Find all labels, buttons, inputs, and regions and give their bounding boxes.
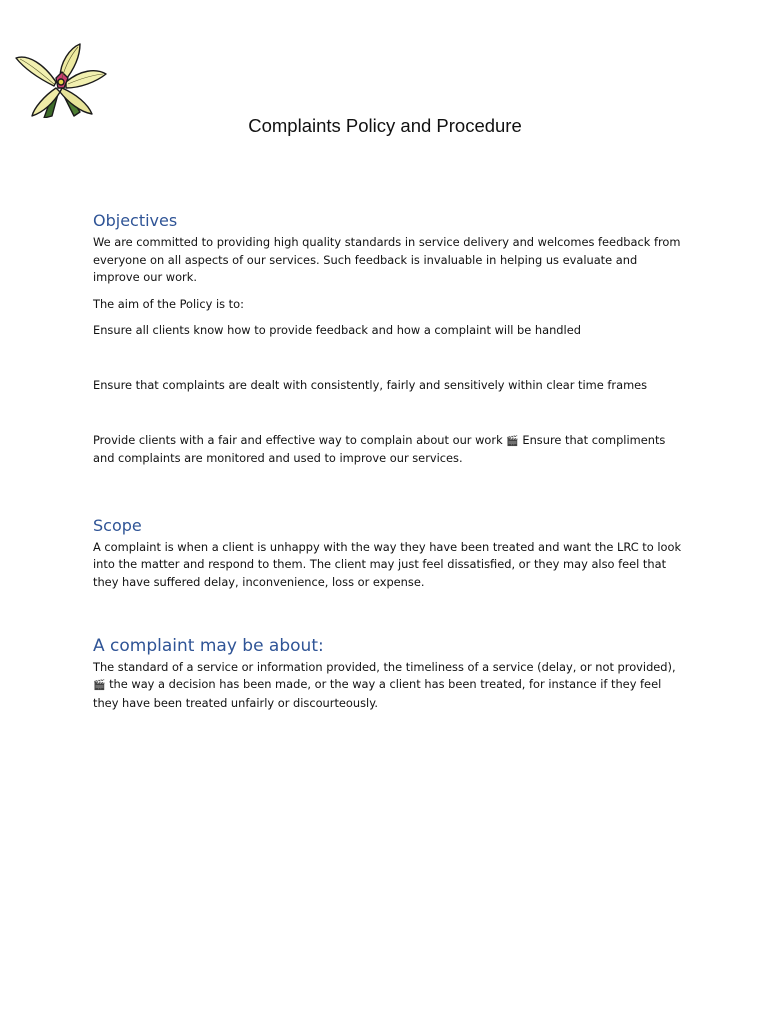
objectives-intro: We are committed to providing high quality standards in service delivery and welcomes feedback from everyone on all aspects of our services. Such feedback is invaluable in helping us evaluate and improve our work. [93, 235, 681, 285]
lily-flower-icon [14, 42, 108, 118]
objective-point-consistency: Ensure that complaints are dealt with consistently, fairly and sensitively within clear time frames [93, 377, 648, 392]
document-body [93, 208, 683, 712]
policy-aim: The aim of the Policy is to: [93, 296, 244, 311]
point3-text-b: Ensure that compliments and complaints are monitored and used to improve our services. [93, 432, 666, 466]
objective-point-feedback: Ensure all clients know how to provide feedback and how a complaint will be handled [93, 323, 581, 338]
clapperboard-icon: 🎬 [93, 680, 106, 692]
section-heading-complaint-about: A complaint may be about: [93, 635, 324, 656]
scope-text: A complaint is when a client is unhappy with the way they have been treated and want the LRC to look into the matter and respond to them. The client may just feel dissatisfied, or they may also feel that they have suffered delay, inconvenience, loss or expense. [93, 539, 682, 589]
about-text-a: The standard of a service or information provided, the timeliness of a service (delay, or not provided), [93, 659, 676, 674]
about-text-b: the way a decision has been made, or the way a client has been treated, for instance if they feel they have been treated unfairly or discourteously. [93, 677, 662, 710]
section-heading-scope: Scope [93, 515, 142, 535]
objective-point-fair-way [93, 432, 683, 468]
clapperboard-icon: 🎬 [506, 435, 519, 447]
document-title: Complaints Policy and Procedure [248, 115, 522, 136]
section-heading-objectives: Objectives [93, 211, 178, 230]
complaint-about-text [93, 659, 683, 713]
point3-text-a: Provide clients with a fair and effective way to complain about our work [93, 432, 507, 447]
